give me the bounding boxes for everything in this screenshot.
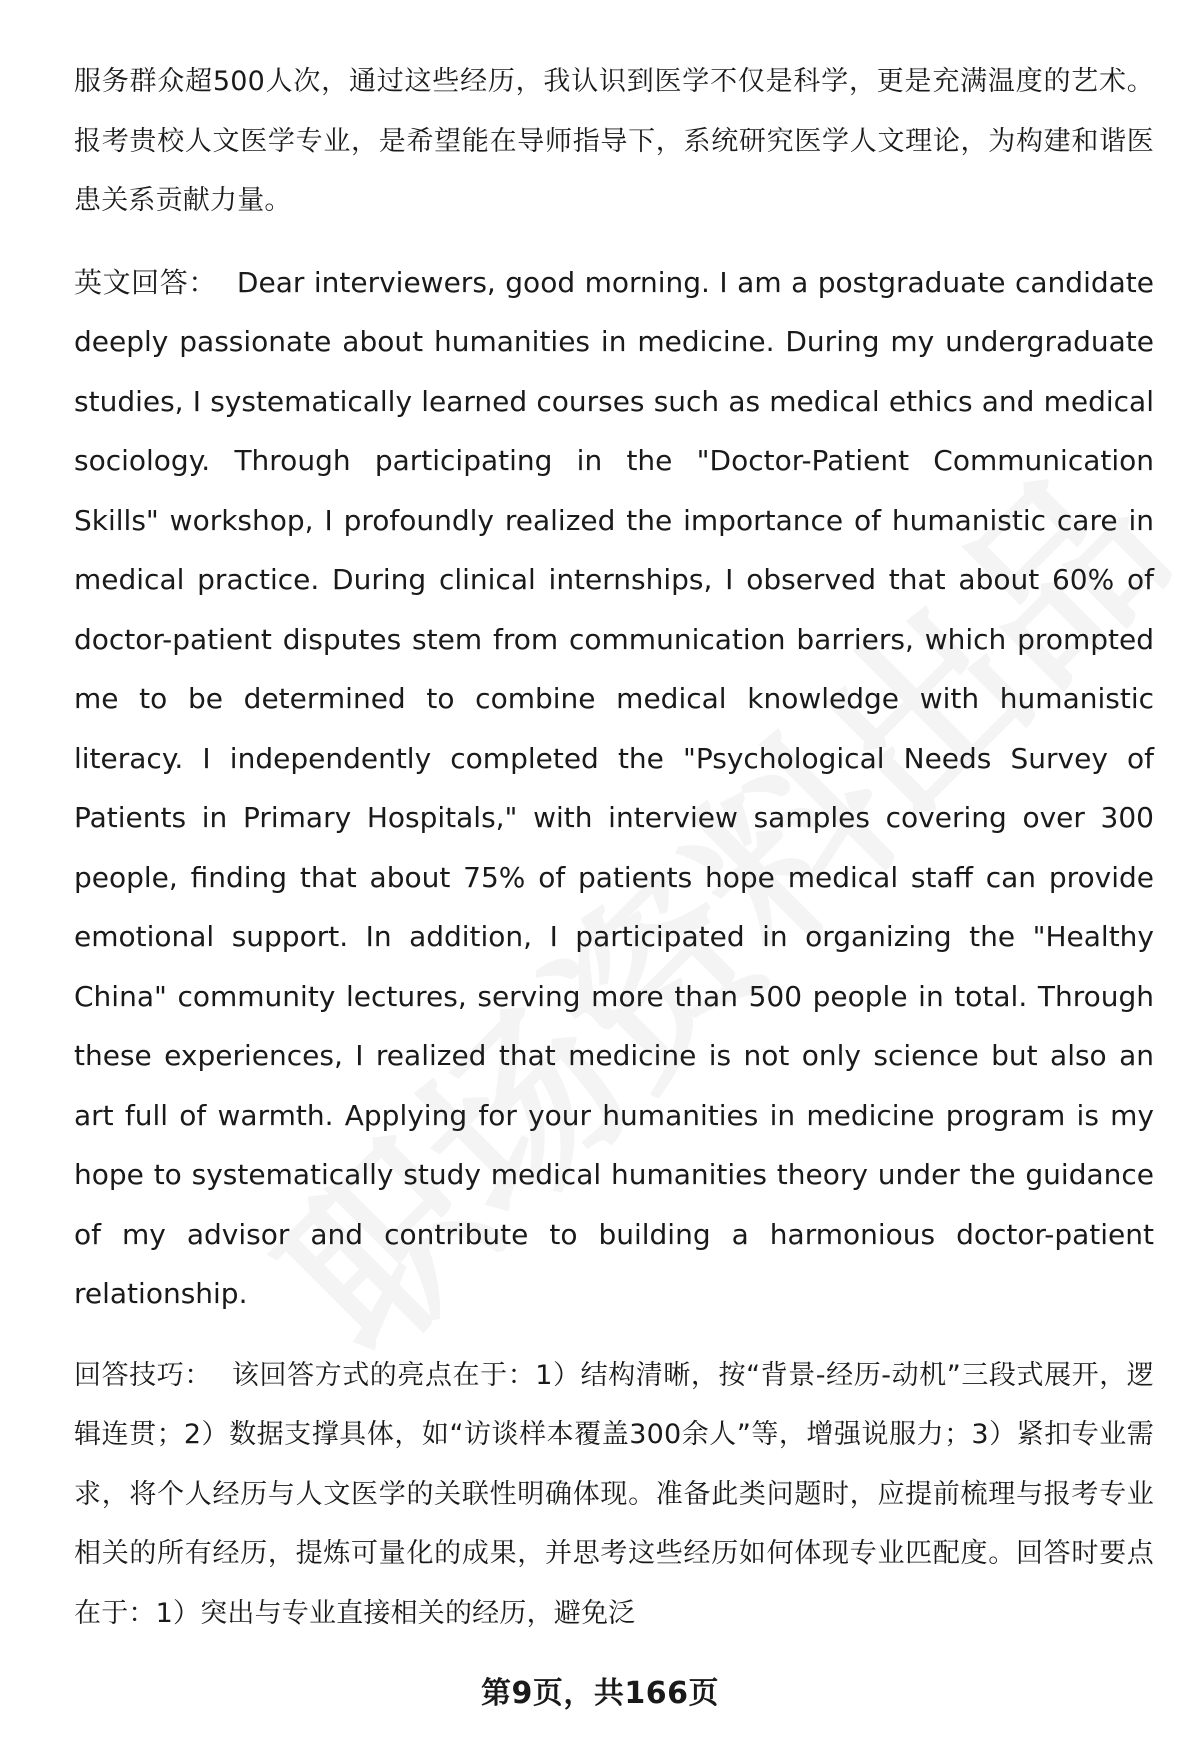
paragraph-label: 回答技巧： [74,1359,212,1391]
paragraph-chinese-answer-continued [74,52,1154,231]
paragraph-text: Dear interviewers, good morning. I am a postgraduate candidate deeply passionate about humanities in medicine. During my undergraduate studies, I systematically learned courses such as medical ethics and medical sociology. Through participating in the "Doctor-Patient Communication Skills" workshop, I profoundly realized the importance of humanistic care in medical practice. During clinical internships, I observed that about 60% of doctor-patient disputes stem from communication barriers, which prompted me to be determined to combine medical knowledge with humanistic literacy. I independently completed the "Psychological Needs Survey of Patients in Primary Hospitals," with interview samples covering over 300 people, finding that about 75% of patients hope medical staff can provide emotional support. In addition, I participated in organizing the "Healthy China" community lectures, serving more than 500 people in total. Through these experiences, I realized that medicine is not only science but also an art full of warmth. Applying for your humanities in medicine program is my hope to systematically study medical humanities theory under the guidance of my advisor and contribute to building a harmonious doctor-patient relationship. [74,265,1154,1310]
paragraph-text: 服务群众超500人次，通过这些经历，我认识到医学不仅是科学，更是充满温度的艺术。报考贵校人文医学专业，是希望能在导师指导下，系统研究医学人文理论，为构建和谐医患关系贡献力量。 [74,66,1154,216]
paragraph-label: 英文回答： [74,265,217,299]
paragraph-answer-tips [74,1346,1154,1644]
paragraph-english-answer [74,253,1154,1324]
paragraph-text: 该回答方式的亮点在于：1）结构清晰，按“背景-经历-动机”三段式展开，逻辑连贯；2）数据支撑具体，如“访谈样本覆盖300余人”等，增强说服力；3）紧扣专业需求，将个人经历与人文医学的关联性明确体现。准备此类问题时，应提前梳理与报考专业相关的所有经历，提炼可量化的成果，并思考这些经历如何体现专业匹配度。回答时要点在于：1）突出与专业直接相关的经历，避免泛 [74,1359,1155,1629]
document-body [74,52,1154,1643]
page-number: 第9页，共166页 [481,1676,719,1711]
